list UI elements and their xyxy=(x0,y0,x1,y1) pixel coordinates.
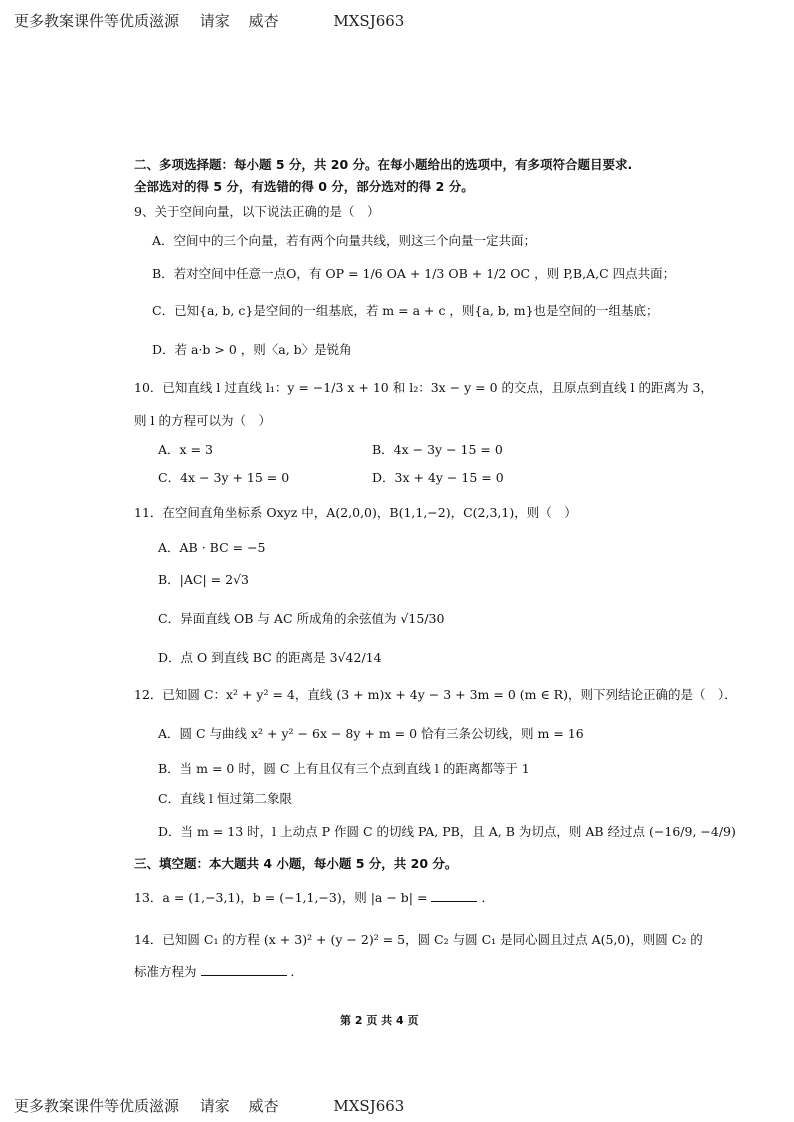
footer-contact-prefix: 请家 xyxy=(199,1097,230,1115)
q11-option-d: D．点 O 到直线 BC 的距离是 3√42/14 xyxy=(158,650,382,665)
q11-stem: 11．在空间直角坐标系 Oxyz 中，A(2,0,0)，B(1,1,−2)，C(2,3,1)，则（ ） xyxy=(134,505,577,520)
q12-option-c: C．直线 l 恒过第二象限 xyxy=(158,791,293,806)
page-number: 第 2 页 共 4 页 xyxy=(340,1014,419,1027)
q11-option-a: A．AB · BC = −5 xyxy=(158,540,266,555)
q9-option-b: B．若对空间中任意一点O，有 OP = 1/6 OA + 1/3 OB + 1/2 OC ，则 P,B,A,C 四点共面； xyxy=(152,266,676,281)
q9-option-a: A．空间中的三个向量，若有两个向量共线，则这三个向量一定共面； xyxy=(152,233,537,248)
footer-promo: 更多教案课件等优质滋源 xyxy=(14,1097,180,1115)
q14-answer-blank[interactable] xyxy=(201,963,287,976)
q9-option-c: C．已知{a, b, c}是空间的一组基底，若 m = a + c ，则{a, b, m}也是空间的一组基底； xyxy=(152,303,659,318)
header-code: MXSJ663 xyxy=(333,12,405,30)
q13-end: ． xyxy=(481,890,494,905)
q13-line xyxy=(134,888,494,906)
q13-answer-blank[interactable] xyxy=(431,889,477,902)
q10-option-d: D．3x + 4y − 15 = 0 xyxy=(372,470,504,485)
footer-code: MXSJ663 xyxy=(333,1097,405,1115)
q12-option-b: B．当 m = 0 时，圆 C 上有且仅有三个点到直线 l 的距离都等于 1 xyxy=(158,761,530,776)
q14-stem-line2: 标准方程为 xyxy=(134,964,197,979)
header-bar xyxy=(14,10,404,31)
header-contact-prefix: 请家 xyxy=(199,12,230,30)
q10-stem-line1: 10．已知直线 l 过直线 l₁：y = −1/3 x + 10 和 l₂：3x − y = 0 的交点，且原点到直线 l 的距离为 3， xyxy=(134,380,713,395)
section2-heading-line1: 二、多项选择题：每小题 5 分，共 20 分。在每小题给出的选项中，有多项符合题目要求. xyxy=(134,157,633,172)
q12-stem: 12．已知圆 C：x² + y² = 4，直线 (3 + m)x + 4y − 3 + 3m = 0 (m ∈ R)，则下列结论正确的是（ ）． xyxy=(134,687,737,702)
q10-stem-line2: 则 l 的方程可以为（ ） xyxy=(134,413,271,428)
q9-option-d: D．若 a·b > 0 ，则〈a, b〉是锐角 xyxy=(152,342,352,357)
footer-bar xyxy=(14,1095,404,1116)
header-promo: 更多教案课件等优质滋源 xyxy=(14,12,180,30)
q14-stem-line1: 14．已知圆 C₁ 的方程 (x + 3)² + (y − 2)² = 5，圆 C₂ 与圆 C₁ 是同心圆且过点 A(5,0)，则圆 C₂ 的 xyxy=(134,932,703,947)
q14-end: ． xyxy=(290,964,303,979)
section3-heading: 三、填空题：本大题共 4 小题，每小题 5 分，共 20 分。 xyxy=(134,856,458,871)
q10-option-b: B．4x − 3y − 15 = 0 xyxy=(372,442,503,457)
footer-contact-name: 威杏 xyxy=(248,1097,279,1115)
q11-option-c: C．异面直线 OB 与 AC 所成角的余弦值为 √15/30 xyxy=(158,611,445,626)
q13-stem: 13．a = (1,−3,1)，b = (−1,1,−3)，则 |a − b| = xyxy=(134,890,428,905)
header-contact-name: 威杏 xyxy=(248,12,279,30)
q12-option-d: D．当 m = 13 时，l 上动点 P 作圆 C 的切线 PA, PB，且 A, B 为切点，则 AB 经过点 (−16/9, −4/9) xyxy=(158,824,736,839)
q11-option-b: B．|AC| = 2√3 xyxy=(158,572,249,587)
q14-line2 xyxy=(134,962,303,980)
q12-option-a: A．圆 C 与曲线 x² + y² − 6x − 8y + m = 0 恰有三条公切线，则 m = 16 xyxy=(158,726,584,741)
section2-heading-line2: 全部选对的得 5 分，有选错的得 0 分，部分选对的得 2 分。 xyxy=(134,179,474,194)
q10-option-c: C．4x − 3y + 15 = 0 xyxy=(158,470,290,485)
q9-stem: 9、关于空间向量，以下说法正确的是（ ） xyxy=(134,204,380,219)
q10-option-a: A．x = 3 xyxy=(158,442,213,457)
